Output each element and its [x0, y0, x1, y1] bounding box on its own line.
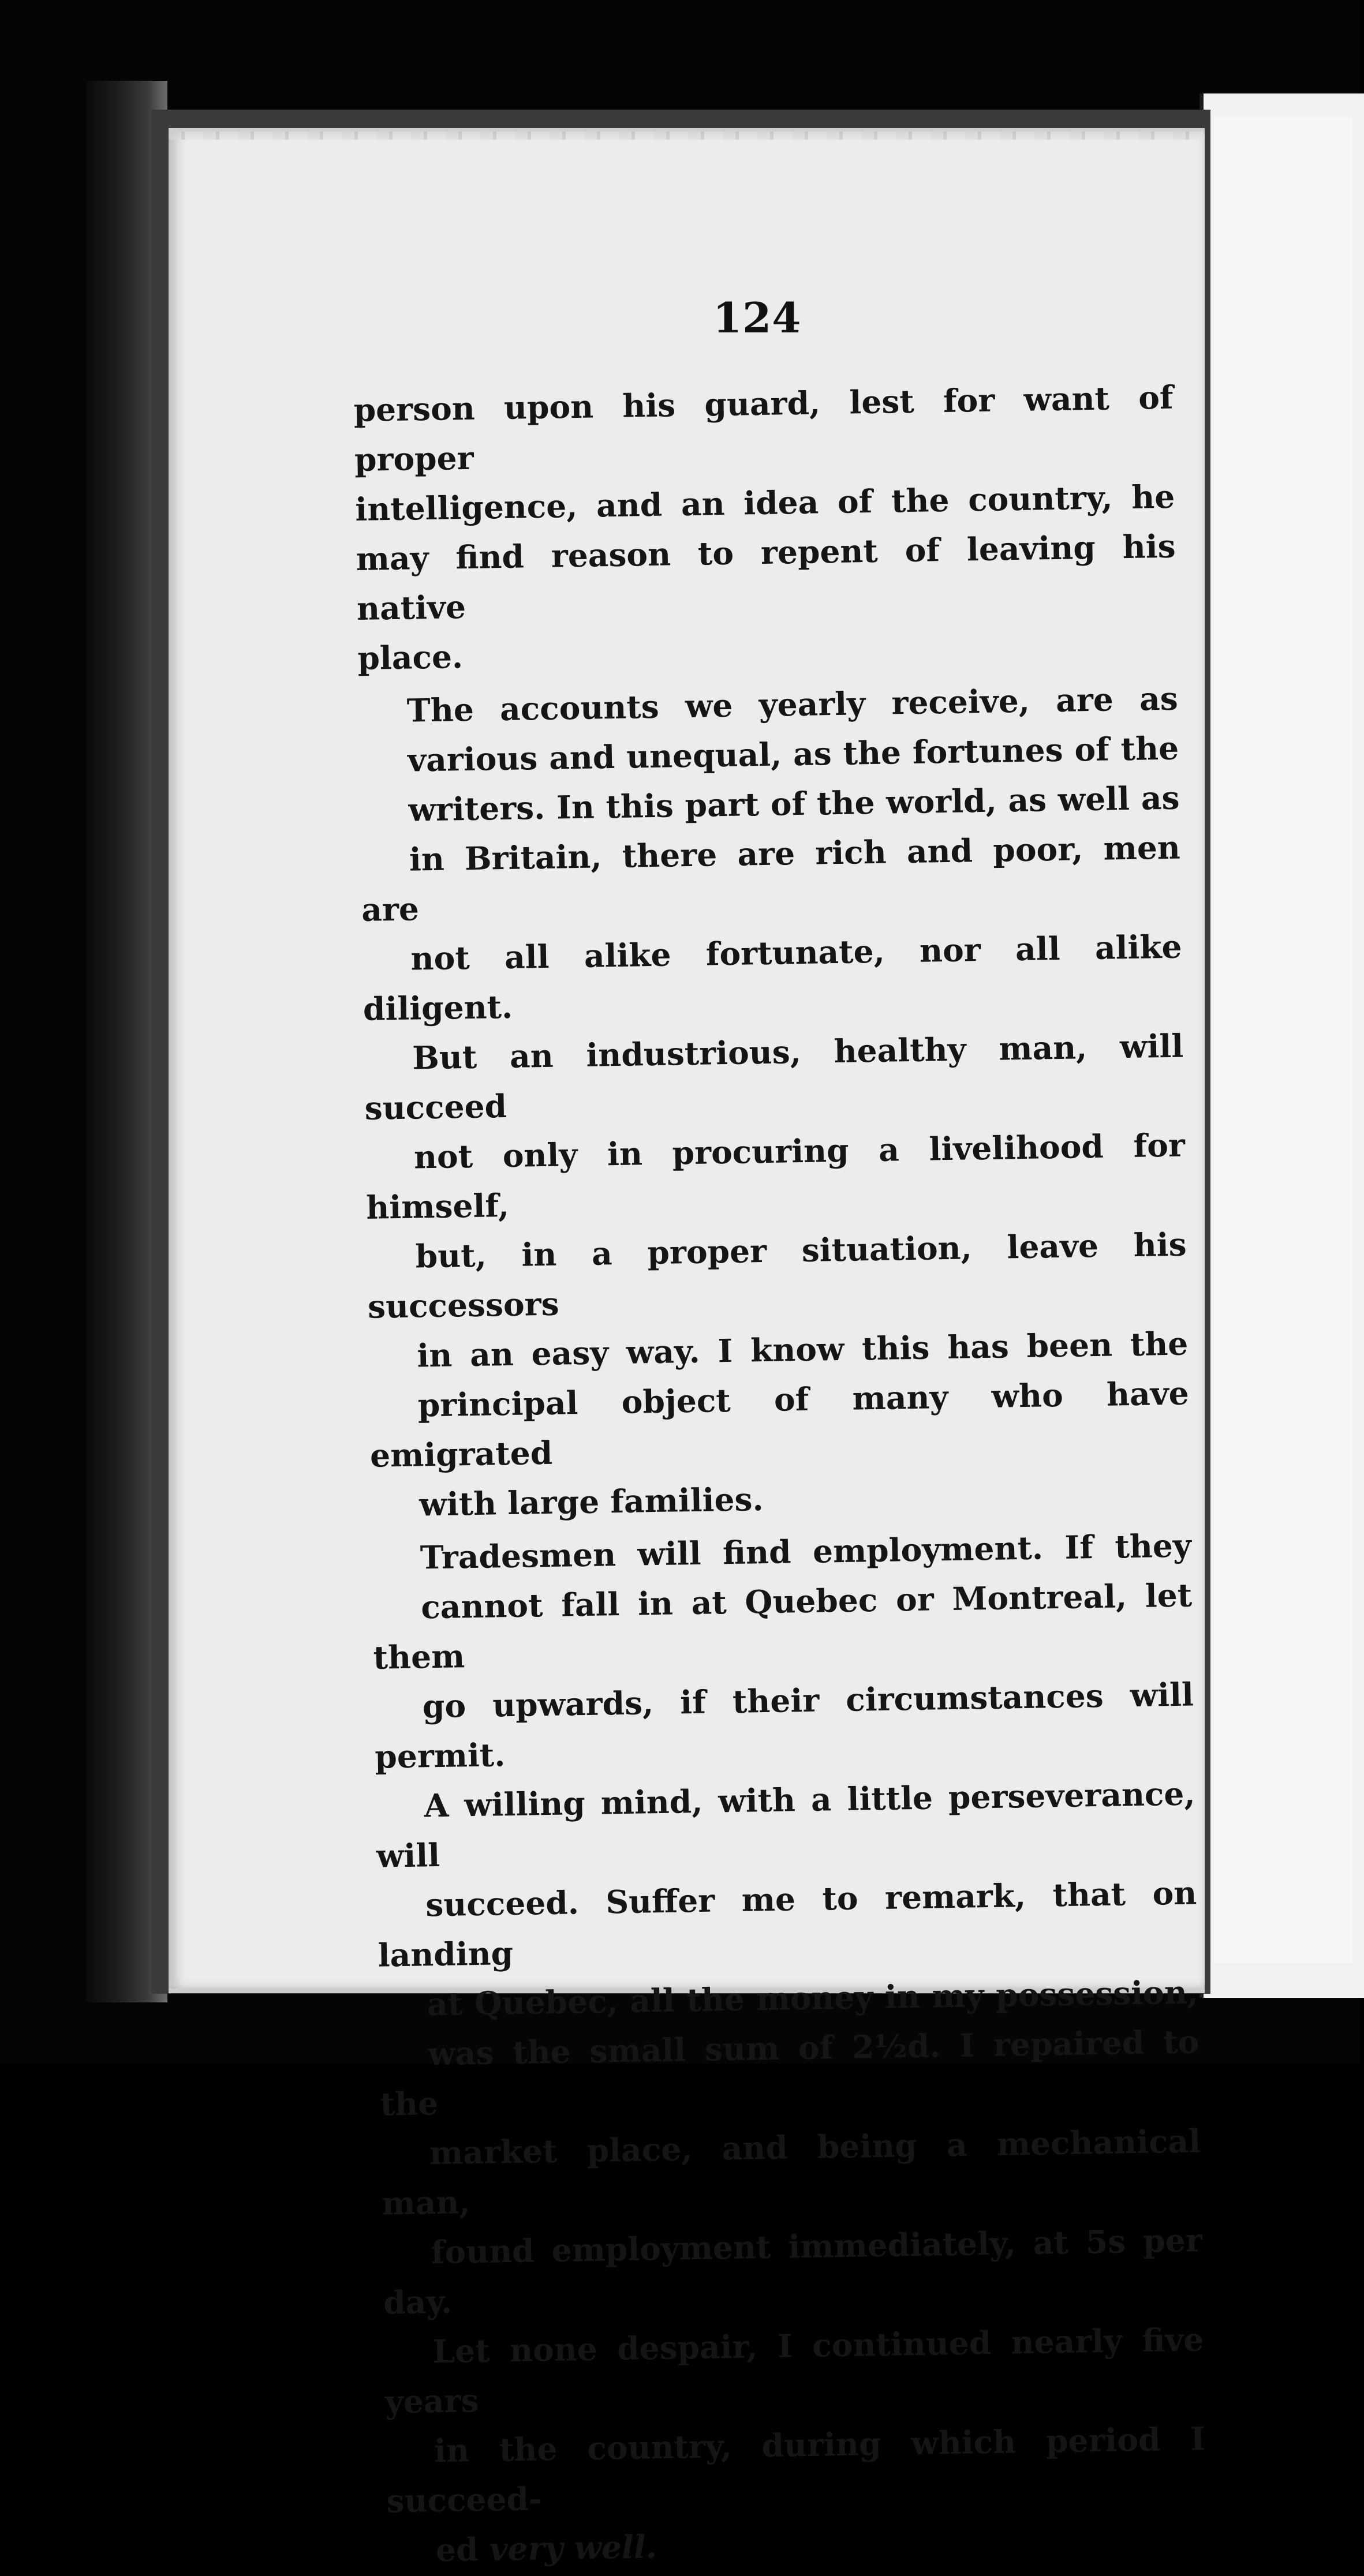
text-line: with large families.: [418, 1480, 764, 1523]
text-line: place.: [357, 638, 464, 677]
text-line: writers. In this part of the world, as well as: [408, 778, 1180, 829]
facing-page-paper: [1214, 117, 1352, 1963]
text-line: at Quebec, all the money in my possession,: [427, 1973, 1199, 2023]
text-line: person upon his guard, lest for want of proper: [353, 378, 1174, 478]
final-line-italic: very well.: [489, 2528, 657, 2568]
text-line: principal object of many who have emigrated: [369, 1374, 1190, 1474]
text-line: But an industrious, healthy man, will succeed: [364, 1027, 1184, 1127]
text-line: various and unequal, as the fortunes of the: [407, 729, 1179, 779]
text-line: may find reason to repent of leaving his native: [356, 527, 1176, 627]
text-line: not all alike fortunate, nor all alike diligent.: [363, 927, 1182, 1028]
paragraph-1: [353, 373, 1178, 683]
final-line-plain: ed: [435, 2530, 490, 2569]
facing-page-edge: [1199, 93, 1364, 1998]
text-line: was the small sum of 2½d. I repaired to the: [380, 2023, 1199, 2123]
text-line: go upwards, if their circumstances will permit.: [374, 1675, 1194, 1776]
text-line: not only in procuring a livelihood for himself,: [365, 1126, 1186, 1226]
text-line: A willing mind, with a little perseverance, will: [376, 1774, 1196, 1875]
text-line: Tradesmen will find employment. If they: [420, 1526, 1192, 1577]
paragraph-3: [371, 1521, 1207, 2575]
text-line: Let none despair, I continued nearly five years: [384, 2320, 1204, 2421]
text-line: but, in a proper situation, leave his successors: [367, 1225, 1187, 1326]
text-line: succeed. Suffer me to remark, that on landing: [378, 1874, 1197, 1974]
page-body-text: [353, 373, 1207, 2576]
paragraph-2: [358, 674, 1191, 1530]
text-line: in an easy way. I know this has been the: [416, 1324, 1189, 1375]
text-line: in the country, during which period I succeed-: [386, 2420, 1206, 2520]
text-line: The accounts we yearly receive, are as: [406, 679, 1179, 729]
text-line: in Britain, there are rich and poor, men are: [361, 828, 1181, 928]
page-number: 124: [713, 293, 802, 342]
text-line: cannot fall in at Quebec or Montreal, let them: [373, 1576, 1193, 1676]
text-line: found employment immediately, at 5s per day.: [383, 2221, 1203, 2322]
text-line: intelligence, and an idea of the country, he: [354, 477, 1175, 528]
text-line: market place, and being a mechanical man,: [381, 2122, 1201, 2222]
